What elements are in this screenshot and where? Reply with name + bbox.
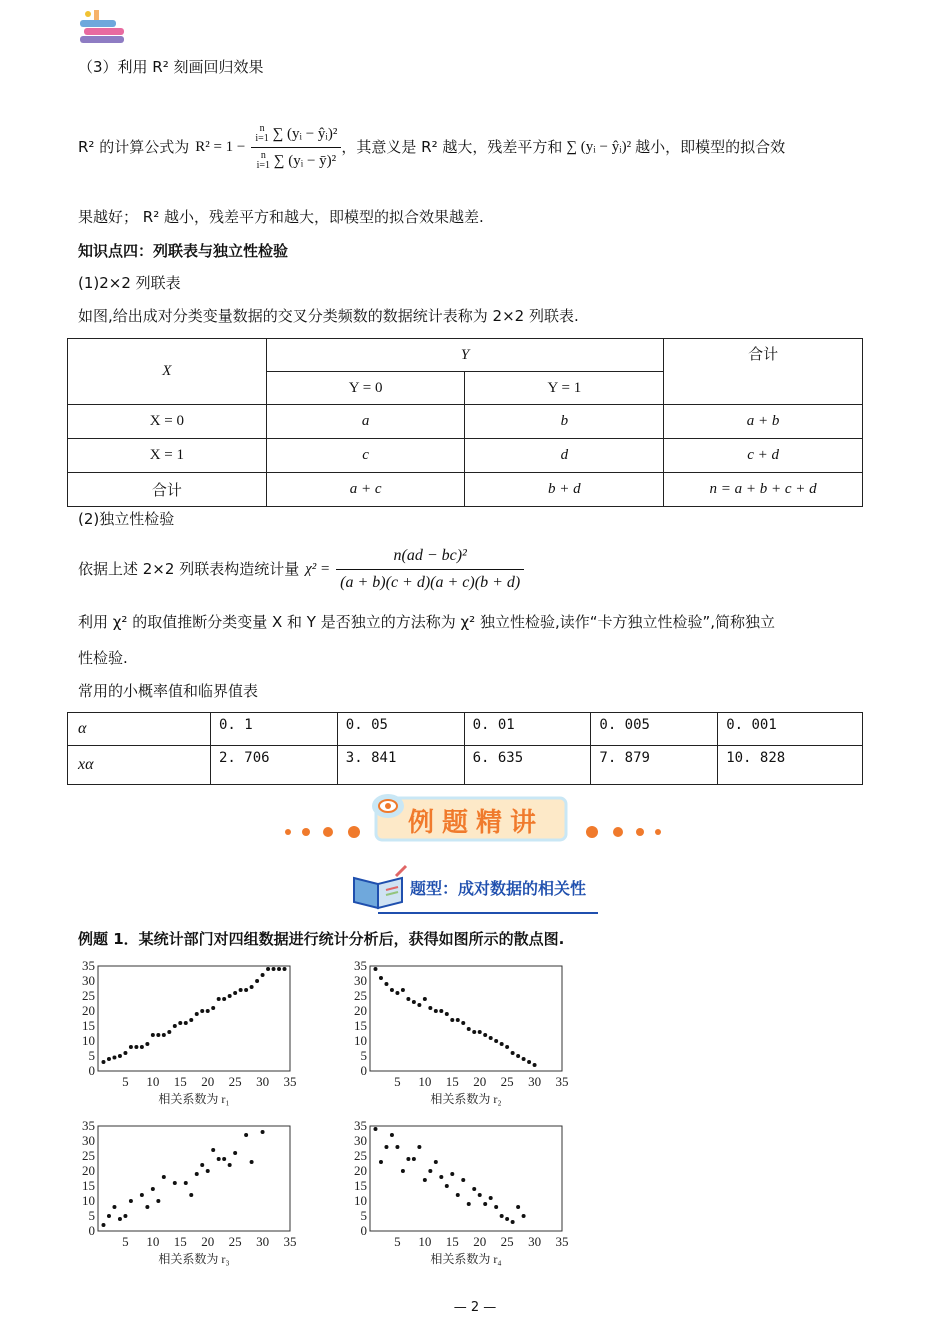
y-tick-label: 5 <box>88 1048 95 1063</box>
y-tick-label: 15 <box>354 1018 367 1033</box>
data-point <box>412 1157 416 1161</box>
data-point <box>401 988 405 992</box>
data-point <box>283 967 287 971</box>
data-point <box>412 1000 416 1004</box>
y-tick-label: 10 <box>82 1033 95 1048</box>
y-tick-label: 0 <box>88 1063 95 1078</box>
plot-frame <box>370 966 562 1071</box>
data-point <box>390 988 394 992</box>
plot-caption: 相关系数为 r₁ <box>158 1092 230 1106</box>
x-tick-label: 10 <box>146 1074 160 1089</box>
data-point <box>516 1054 520 1058</box>
data-point <box>173 1024 177 1028</box>
data-point <box>511 1220 515 1224</box>
scatter-plot-r4 <box>340 1118 580 1268</box>
banner-title: 例题精讲 <box>408 808 545 838</box>
kp4-sub2: (2)独立性检验 <box>78 510 175 528</box>
scatter-plot-r3 <box>68 1118 308 1268</box>
data-point <box>527 1060 531 1064</box>
data-point <box>222 1157 226 1161</box>
chi-use-1: 利用 χ² 的取值推断分类变量 X 和 Y 是否独立的方法称为 χ² 独立性检验,读作“卡方独立性检验”,简称独立 <box>78 613 776 631</box>
data-point <box>217 1157 221 1161</box>
data-point <box>500 1042 504 1046</box>
x-tick-label: 5 <box>122 1234 129 1249</box>
data-point <box>272 967 276 971</box>
x-tick-label: 15 <box>173 1234 187 1249</box>
x-tick-label: 5 <box>122 1074 129 1089</box>
data-point <box>434 1160 438 1164</box>
data-point <box>250 1160 254 1164</box>
data-point <box>395 991 399 995</box>
chi-lhs: χ² = <box>305 561 331 577</box>
x-tick-label: 35 <box>283 1074 297 1089</box>
r2-formula-lhs: R² = 1 − <box>195 139 246 155</box>
data-point <box>472 1030 476 1034</box>
x-tick-label: 10 <box>146 1234 160 1249</box>
alpha-label: α <box>68 713 211 746</box>
data-point <box>445 1012 449 1016</box>
data-point <box>151 1033 155 1037</box>
data-point <box>228 1163 232 1167</box>
data-point <box>151 1187 155 1191</box>
data-point <box>140 1045 144 1049</box>
plot-caption: 相关系数为 r₃ <box>158 1252 230 1266</box>
data-point <box>401 1169 405 1173</box>
table2-title: 常用的小概率值和临界值表 <box>78 682 259 700</box>
data-point <box>467 1202 471 1206</box>
data-point <box>244 988 248 992</box>
data-point <box>390 1133 394 1137</box>
topic-title: 题型：成对数据的相关性 <box>410 879 587 898</box>
data-point <box>266 967 270 971</box>
x-tick-label: 10 <box>418 1234 432 1249</box>
x-alpha-label: xα <box>68 746 211 785</box>
y-tick-label: 0 <box>360 1223 367 1238</box>
y-tick-label: 0 <box>360 1063 367 1078</box>
y-tick-label: 10 <box>354 1033 367 1048</box>
x-tick-label: 20 <box>201 1234 215 1249</box>
y-tick-label: 30 <box>354 973 367 988</box>
data-point <box>406 997 410 1001</box>
data-point <box>467 1027 471 1031</box>
contingency-table <box>67 338 863 507</box>
y-tick-label: 25 <box>354 1148 367 1163</box>
x-tick-label: 30 <box>256 1074 270 1089</box>
plot-frame <box>98 966 290 1071</box>
data-point <box>162 1175 166 1179</box>
scatter-plot-r1 <box>68 958 308 1108</box>
r2-fraction: n i=1 ∑ (yᵢ − ŷᵢ)² n i=1 ∑ (yᵢ − ȳ)² <box>251 123 341 172</box>
x-tick-label: 10 <box>418 1074 432 1089</box>
data-point <box>239 988 243 992</box>
chi-fraction <box>336 545 524 594</box>
th-total: 合计 <box>664 339 863 405</box>
data-point <box>261 973 265 977</box>
section-banner <box>280 792 670 848</box>
data-point <box>206 1169 210 1173</box>
data-point <box>178 1021 182 1025</box>
data-point <box>379 976 383 980</box>
data-point <box>200 1009 204 1013</box>
x-tick-label: 30 <box>528 1234 542 1249</box>
data-point <box>505 1045 509 1049</box>
data-point <box>200 1163 204 1167</box>
plot-caption: 相关系数为 r₂ <box>430 1092 502 1106</box>
data-point <box>450 1018 454 1022</box>
data-point <box>261 1130 265 1134</box>
plot-frame <box>370 1126 562 1231</box>
data-point <box>439 1009 443 1013</box>
y-tick-label: 30 <box>82 1133 95 1148</box>
data-point <box>156 1033 160 1037</box>
chi-use-2: 性检验. <box>78 649 128 667</box>
data-point <box>483 1033 487 1037</box>
table-row: 合计 a + c b + d n = a + b + c + d <box>68 473 863 507</box>
y-tick-label: 25 <box>82 1148 95 1163</box>
y-tick-label: 20 <box>82 1003 95 1018</box>
y-tick-label: 20 <box>354 1003 367 1018</box>
kp4-sub1: (1)2×2 列联表 <box>78 274 181 292</box>
data-point <box>423 997 427 1001</box>
data-point <box>184 1181 188 1185</box>
data-point <box>505 1217 509 1221</box>
chi-numerator: n(ad − bc)² <box>336 545 524 570</box>
y-tick-label: 10 <box>354 1193 367 1208</box>
y-tick-label: 10 <box>82 1193 95 1208</box>
r2-formula-line <box>78 92 785 202</box>
table-row: X = 0 a b a + b <box>68 405 863 439</box>
kp4-title: 知识点四：列联表与独立性检验 <box>78 242 289 260</box>
data-point <box>123 1051 127 1055</box>
data-point <box>384 1145 388 1149</box>
data-point <box>195 1172 199 1176</box>
y-tick-label: 35 <box>82 958 95 973</box>
x-tick-label: 15 <box>445 1074 459 1089</box>
r2-formula-lead: R² 的计算公式为 <box>78 138 190 156</box>
scatter-plot-r2 <box>340 958 580 1108</box>
data-point <box>118 1054 122 1058</box>
data-point <box>428 1169 432 1173</box>
data-point <box>145 1042 149 1046</box>
data-point <box>500 1214 504 1218</box>
data-point <box>189 1193 193 1197</box>
data-point <box>450 1172 454 1176</box>
y-tick-label: 20 <box>82 1163 95 1178</box>
data-point <box>233 1151 237 1155</box>
y-tick-label: 0 <box>88 1223 95 1238</box>
data-point <box>478 1030 482 1034</box>
data-point <box>489 1036 493 1040</box>
data-point <box>494 1205 498 1209</box>
example-text: 例题 1．某统计部门对四组数据进行统计分析后，获得如图所示的散点图. <box>78 930 565 948</box>
data-point <box>533 1063 537 1067</box>
r2-meaning-a: ，其意义是 R² 越大，残差平方和 <box>341 138 563 156</box>
x-tick-label: 25 <box>500 1074 514 1089</box>
y-tick-label: 5 <box>360 1208 367 1223</box>
data-point <box>373 1127 377 1131</box>
x-tick-label: 5 <box>394 1234 401 1249</box>
section3-heading: （3）利用 R² 刻画回归效果 <box>78 58 264 76</box>
data-point <box>494 1039 498 1043</box>
plot-caption: 相关系数为 r₄ <box>430 1252 502 1266</box>
data-point <box>118 1217 122 1221</box>
th-y1: Y = 1 <box>465 372 664 405</box>
chi-lead: 依据上述 2×2 列联表构造统计量 <box>78 560 300 578</box>
x-tick-label: 20 <box>473 1074 487 1089</box>
r2-meaning-c: 果越好； R² 越小，残差平方和越大，即模型的拟合效果越差. <box>78 208 484 226</box>
data-point <box>478 1193 482 1197</box>
th-y0: Y = 0 <box>266 372 465 405</box>
data-point <box>211 1148 215 1152</box>
open-book-icon <box>350 864 410 910</box>
data-point <box>384 982 388 986</box>
x-tick-label: 30 <box>256 1234 270 1249</box>
data-point <box>417 1003 421 1007</box>
data-point <box>456 1193 460 1197</box>
x-tick-label: 35 <box>555 1074 569 1089</box>
y-tick-label: 30 <box>354 1133 367 1148</box>
y-tick-label: 30 <box>82 973 95 988</box>
data-point <box>129 1199 133 1203</box>
data-point <box>511 1051 515 1055</box>
th-x: X <box>68 339 267 405</box>
data-point <box>250 985 254 989</box>
y-tick-label: 35 <box>354 1118 367 1133</box>
data-point <box>195 1012 199 1016</box>
x-tick-label: 25 <box>500 1234 514 1249</box>
y-tick-label: 15 <box>354 1178 367 1193</box>
data-point <box>167 1030 171 1034</box>
y-tick-label: 25 <box>82 988 95 1003</box>
x-tick-label: 15 <box>173 1074 187 1089</box>
x-tick-label: 35 <box>555 1234 569 1249</box>
x-tick-label: 5 <box>394 1074 401 1089</box>
book-stack-icon <box>78 8 128 50</box>
r2-numerator: ∑ (yᵢ − ŷᵢ)² <box>272 125 338 142</box>
data-point <box>379 1160 383 1164</box>
data-point <box>417 1145 421 1149</box>
data-point <box>101 1223 105 1227</box>
x-tick-label: 25 <box>228 1234 242 1249</box>
data-point <box>277 967 281 971</box>
data-point <box>112 1056 116 1060</box>
data-point <box>461 1021 465 1025</box>
data-point <box>123 1214 127 1218</box>
data-point <box>228 994 232 998</box>
data-point <box>211 1006 215 1010</box>
chi-formula-line <box>78 540 524 598</box>
data-point <box>373 967 377 971</box>
data-point <box>107 1214 111 1218</box>
data-point <box>145 1205 149 1209</box>
data-point <box>129 1045 133 1049</box>
page-number: — 2 — <box>453 1300 497 1315</box>
data-point <box>134 1045 138 1049</box>
data-point <box>255 979 259 983</box>
data-point <box>217 997 221 1001</box>
data-point <box>483 1202 487 1206</box>
data-point <box>395 1145 399 1149</box>
data-point <box>173 1181 177 1185</box>
y-tick-label: 35 <box>82 1118 95 1133</box>
data-point <box>439 1175 443 1179</box>
data-point <box>112 1205 116 1209</box>
y-tick-label: 20 <box>354 1163 367 1178</box>
table-row: X = 1 c d c + d <box>68 439 863 473</box>
y-tick-label: 15 <box>82 1178 95 1193</box>
r2-meaning-b: 越小，即模型的拟合效 <box>635 138 786 156</box>
data-point <box>434 1009 438 1013</box>
data-point <box>461 1178 465 1182</box>
data-point <box>489 1196 493 1200</box>
y-tick-label: 25 <box>354 988 367 1003</box>
data-point <box>222 997 226 1001</box>
data-point <box>456 1018 460 1022</box>
x-tick-label: 35 <box>283 1234 297 1249</box>
data-point <box>445 1184 449 1188</box>
r2-denominator: ∑ (yᵢ − ȳ)² <box>273 152 337 169</box>
data-point <box>184 1021 188 1025</box>
data-point <box>101 1060 105 1064</box>
th-y: Y <box>266 339 663 372</box>
data-point <box>156 1199 160 1203</box>
chi-denominator: (a + b)(c + d)(a + c)(b + d) <box>340 573 521 591</box>
data-point <box>162 1033 166 1037</box>
kp4-desc: 如图,给出成对分类变量数据的交叉分类频数的数据统计表称为 2×2 列联表. <box>78 307 579 325</box>
topic-underline <box>378 912 598 914</box>
data-point <box>428 1006 432 1010</box>
critical-value-table: α 0. 1 0. 05 0. 01 0. 005 0. 001 xα 2. 706 3. 841 6. 635 7. 879 10. 828 <box>67 712 863 785</box>
data-point <box>140 1193 144 1197</box>
data-point <box>244 1133 248 1137</box>
data-point <box>406 1157 410 1161</box>
x-tick-label: 15 <box>445 1234 459 1249</box>
topic-header <box>350 864 600 916</box>
data-point <box>107 1057 111 1061</box>
x-tick-label: 20 <box>473 1234 487 1249</box>
y-tick-label: 5 <box>360 1048 367 1063</box>
data-point <box>423 1178 427 1182</box>
data-point <box>516 1205 520 1209</box>
data-point <box>522 1214 526 1218</box>
x-tick-label: 25 <box>228 1074 242 1089</box>
data-point <box>206 1009 210 1013</box>
data-point <box>472 1187 476 1191</box>
y-tick-label: 35 <box>354 958 367 973</box>
y-tick-label: 15 <box>82 1018 95 1033</box>
data-point <box>522 1057 526 1061</box>
r2-meaning-sum: ∑ (yᵢ − ŷᵢ)² <box>566 139 632 155</box>
x-tick-label: 20 <box>201 1074 215 1089</box>
x-tick-label: 30 <box>528 1074 542 1089</box>
y-tick-label: 5 <box>88 1208 95 1223</box>
data-point <box>233 991 237 995</box>
data-point <box>189 1018 193 1022</box>
